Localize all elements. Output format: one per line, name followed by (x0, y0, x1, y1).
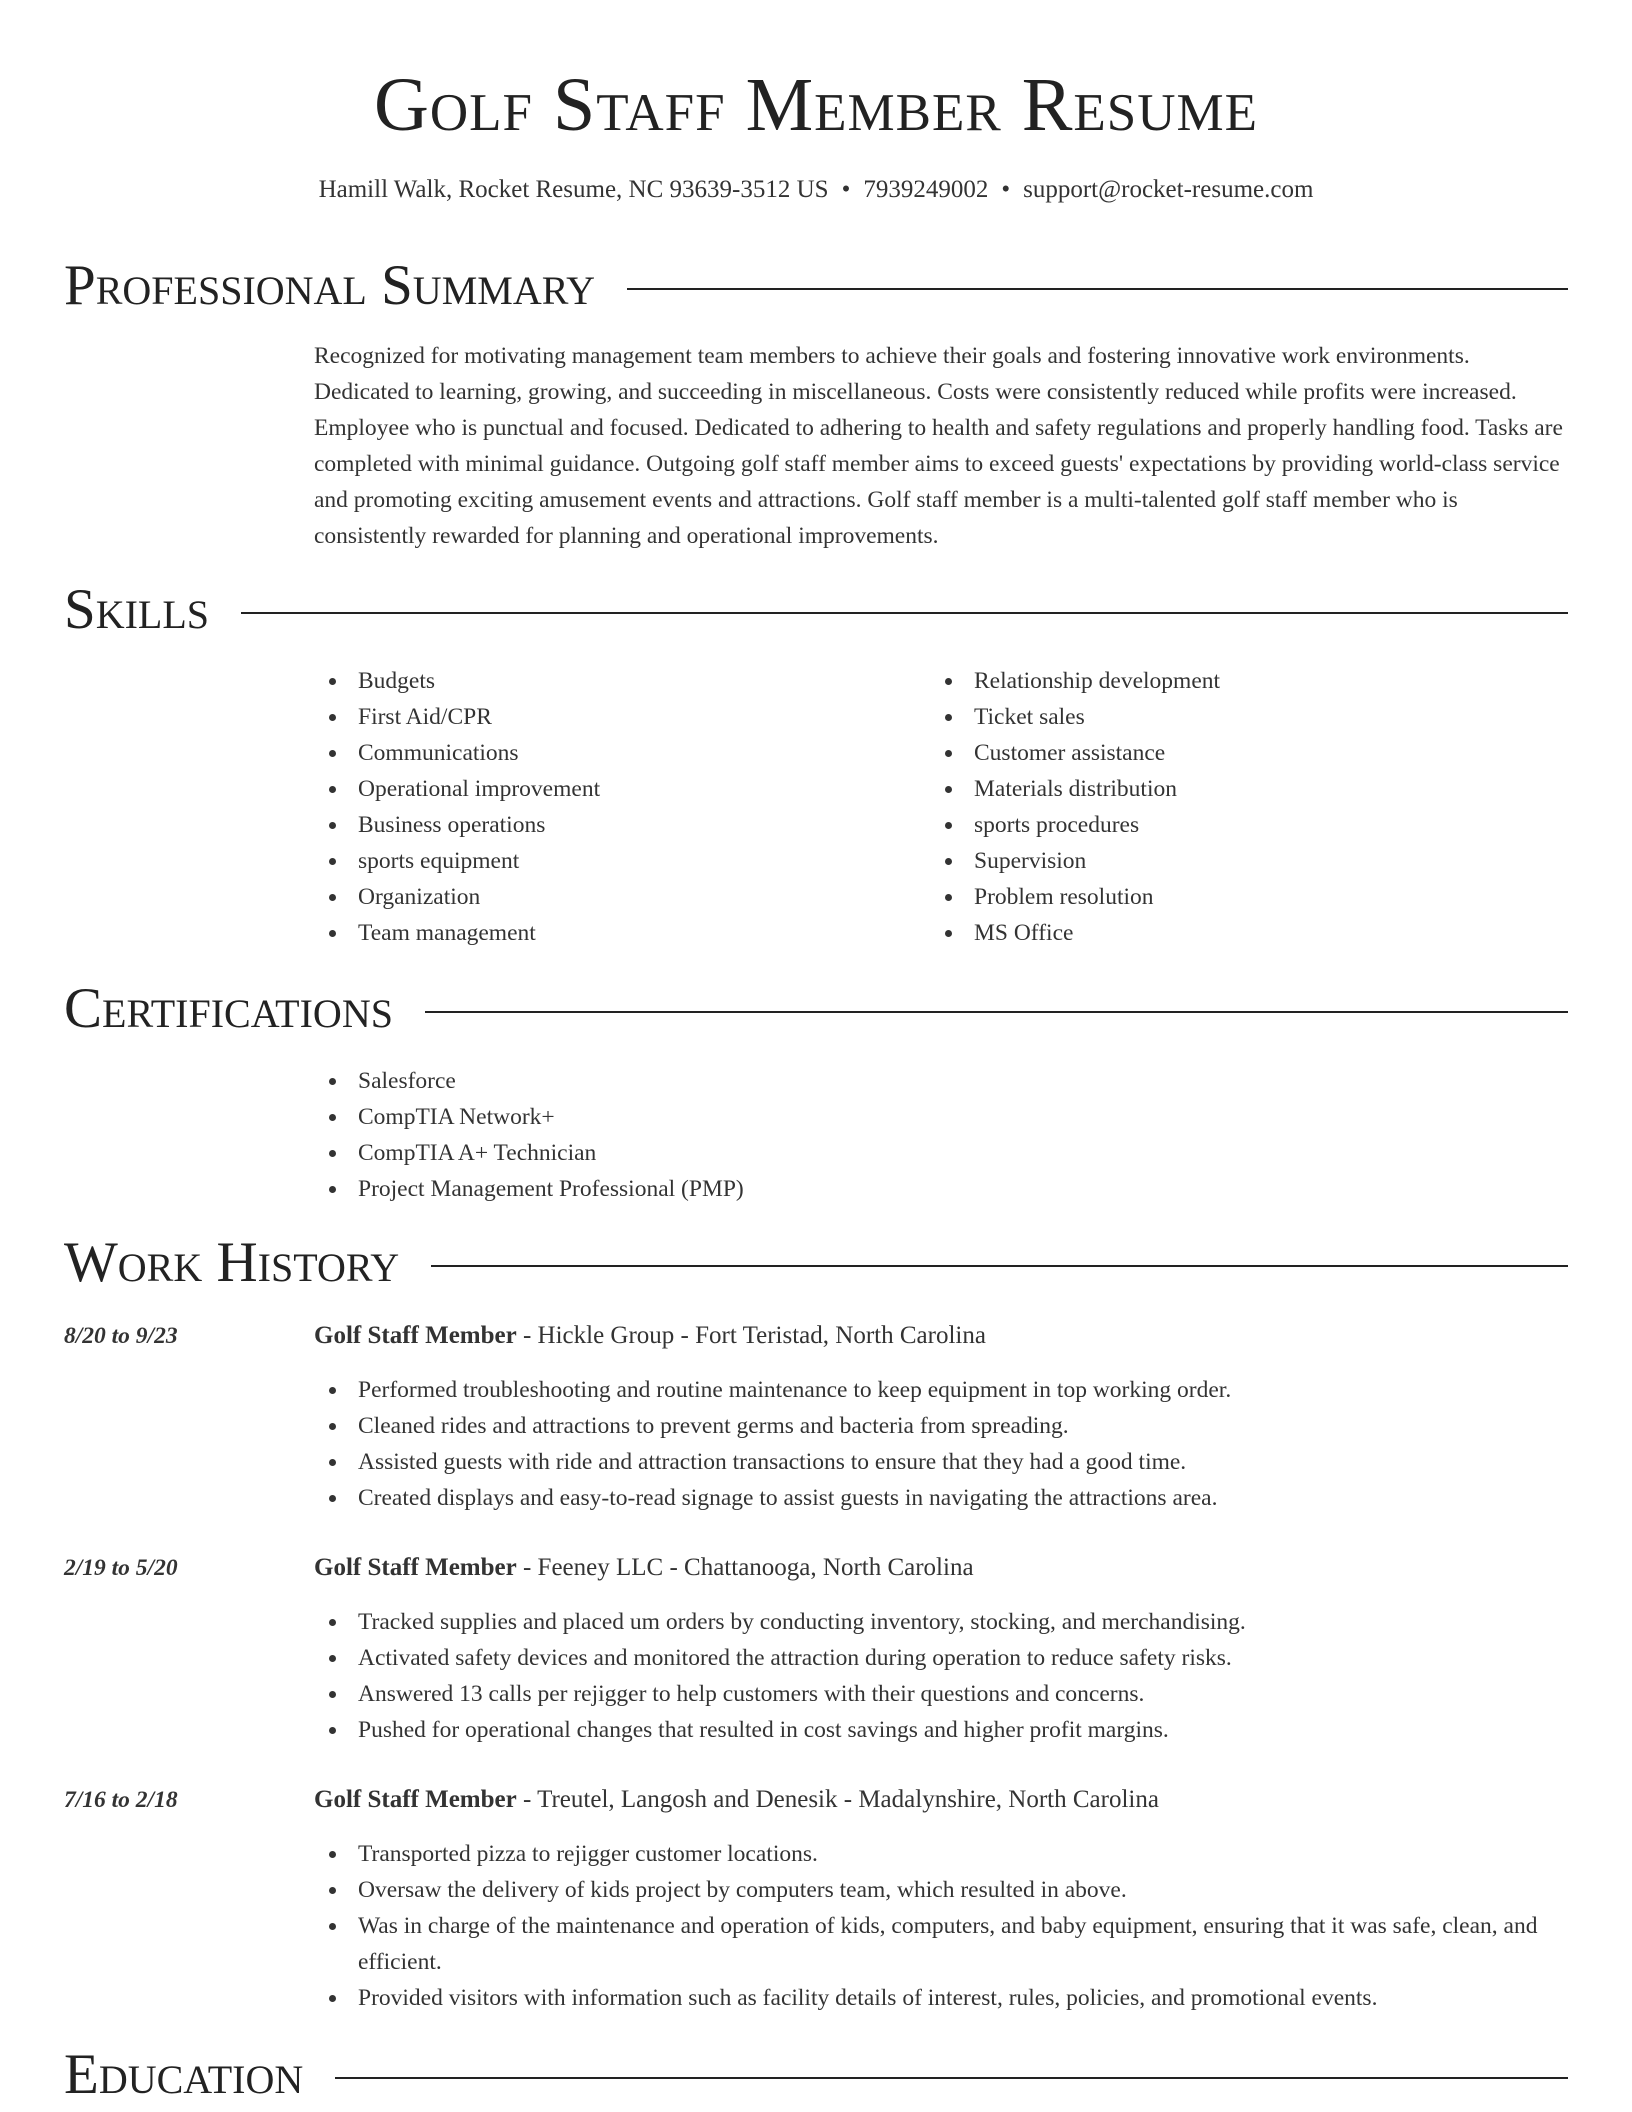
section-divider (627, 288, 1568, 290)
skill-item: Relationship development (930, 663, 1550, 699)
section-divider (431, 1265, 1568, 1267)
job-bullet: Transported pizza to rejigger customer locations. (314, 1836, 1569, 1872)
job-dates: 7/16 to 2/18 (64, 1787, 178, 1813)
section-header-education (64, 2040, 1568, 2110)
job-bullet: Pushed for operational changes that resulted in cost savings and higher profit margins. (314, 1712, 1569, 1748)
contact-phone: 7939249002 (863, 176, 989, 203)
certification-item: CompTIA A+ Technician (314, 1135, 1564, 1171)
skills-list-right (930, 663, 1550, 951)
job-dates: 2/19 to 5/20 (64, 1555, 178, 1581)
job-bullet: Activated safety devices and monitored the attraction during operation to reduce safety risks. (314, 1640, 1569, 1676)
job-company-location: - Treutel, Langosh and Denesik - Madalynshire, North Carolina (516, 1786, 1159, 1813)
summary-text: Recognized for motivating management team members to achieve their goals and fostering innovative work environments. Dedicated to learning, growing, and succeeding in miscellaneous. Costs were consistently reduced while profits were increased. Employee who is punctual and focused. Dedicated to adhering to health and safety regulations and properly handling food. Tasks are completed with minimal guidance. Outgoing golf staff member aims to exceed guests' expectations by providing world-class service and promoting exciting amusement events and attractions. Golf staff member is a multi-talented golf staff member who is consistently rewarded for planning and operational improvements. (314, 343, 1563, 549)
job-entry (64, 1550, 1569, 1750)
job-bullets (314, 1836, 1569, 2016)
skill-item: sports procedures (930, 807, 1550, 843)
job-entry (64, 1782, 1569, 2022)
job-bullet: Answered 13 calls per rejigger to help customers with their questions and concerns. (314, 1676, 1569, 1712)
contact-line (0, 172, 1632, 208)
section-header-summary (64, 251, 1568, 321)
job-company-location: - Hickle Group - Fort Teristad, North Carolina (516, 1322, 986, 1349)
job-dates: 8/20 to 9/23 (64, 1323, 178, 1349)
skill-item: Operational improvement (314, 771, 894, 807)
section-header-work-history (64, 1228, 1568, 1298)
job-bullet: Oversaw the delivery of kids project by computers team, which resulted in above. (314, 1872, 1569, 1908)
job-entry (64, 1318, 1569, 1518)
job-title-line (314, 1782, 1159, 1818)
job-role: Golf Staff Member (314, 1554, 517, 1581)
job-company-location: - Feeney LLC - Chattanooga, North Carolina (516, 1554, 974, 1581)
skill-item: Organization (314, 879, 894, 915)
job-title-line (314, 1318, 986, 1354)
section-title-certifications: Certifications (64, 977, 393, 1040)
job-role: Golf Staff Member (314, 1786, 517, 1813)
section-title-summary: Professional Summary (64, 254, 596, 317)
certification-item: Project Management Professional (PMP) (314, 1171, 1564, 1207)
skill-item: MS Office (930, 915, 1550, 951)
job-bullet: Tracked supplies and placed um orders by conducting inventory, stocking, and merchandising. (314, 1604, 1569, 1640)
certification-item: CompTIA Network+ (314, 1099, 1564, 1135)
job-bullet: Performed troubleshooting and routine maintenance to keep equipment in top working order. (314, 1372, 1569, 1408)
skills-list-left (314, 663, 894, 951)
skill-item: Problem resolution (930, 879, 1550, 915)
contact-address: Hamill Walk, Rocket Resume, NC 93639-3512 US (318, 176, 829, 203)
section-header-certifications (64, 974, 1568, 1044)
job-bullet: Created displays and easy-to-read signage to assist guests in navigating the attractions area. (314, 1480, 1569, 1516)
certifications-list (314, 1063, 1564, 1207)
job-bullets (314, 1604, 1569, 1748)
contact-email[interactable]: support@rocket-resume.com (1023, 176, 1314, 203)
skill-item: Team management (314, 915, 894, 951)
section-divider (425, 1011, 1568, 1013)
skill-item: Supervision (930, 843, 1550, 879)
skill-item: Budgets (314, 663, 894, 699)
contact-separator: • (1001, 176, 1011, 203)
section-title-skills: Skills (64, 578, 210, 641)
section-title-work-history: Work History (64, 1231, 400, 1294)
certification-item: Salesforce (314, 1063, 1564, 1099)
job-bullet: Cleaned rides and attractions to prevent germs and bacteria from spreading. (314, 1408, 1569, 1444)
section-divider (335, 2077, 1568, 2079)
job-title-line (314, 1550, 974, 1586)
job-bullet: Was in charge of the maintenance and operation of kids, computers, and baby equipment, ensuring that it was safe, clean, and efficient. (314, 1908, 1569, 1980)
skill-item: Ticket sales (930, 699, 1550, 735)
job-bullets (314, 1372, 1569, 1516)
section-divider (241, 612, 1568, 614)
job-bullet: Provided visitors with information such as facility details of interest, rules, policies, and promotional events. (314, 1980, 1569, 2016)
resume-title: Golf Staff Member Resume (373, 63, 1259, 147)
skill-item: sports equipment (314, 843, 894, 879)
job-role: Golf Staff Member (314, 1322, 517, 1349)
contact-separator: • (841, 176, 851, 203)
skill-item: Customer assistance (930, 735, 1550, 771)
skill-item: Communications (314, 735, 894, 771)
skill-item: Materials distribution (930, 771, 1550, 807)
section-header-skills (64, 575, 1568, 645)
skill-item: Business operations (314, 807, 894, 843)
section-title-education: Education (64, 2043, 304, 2106)
job-bullet: Assisted guests with ride and attraction transactions to ensure that they had a good time. (314, 1444, 1569, 1480)
skill-item: First Aid/CPR (314, 699, 894, 735)
